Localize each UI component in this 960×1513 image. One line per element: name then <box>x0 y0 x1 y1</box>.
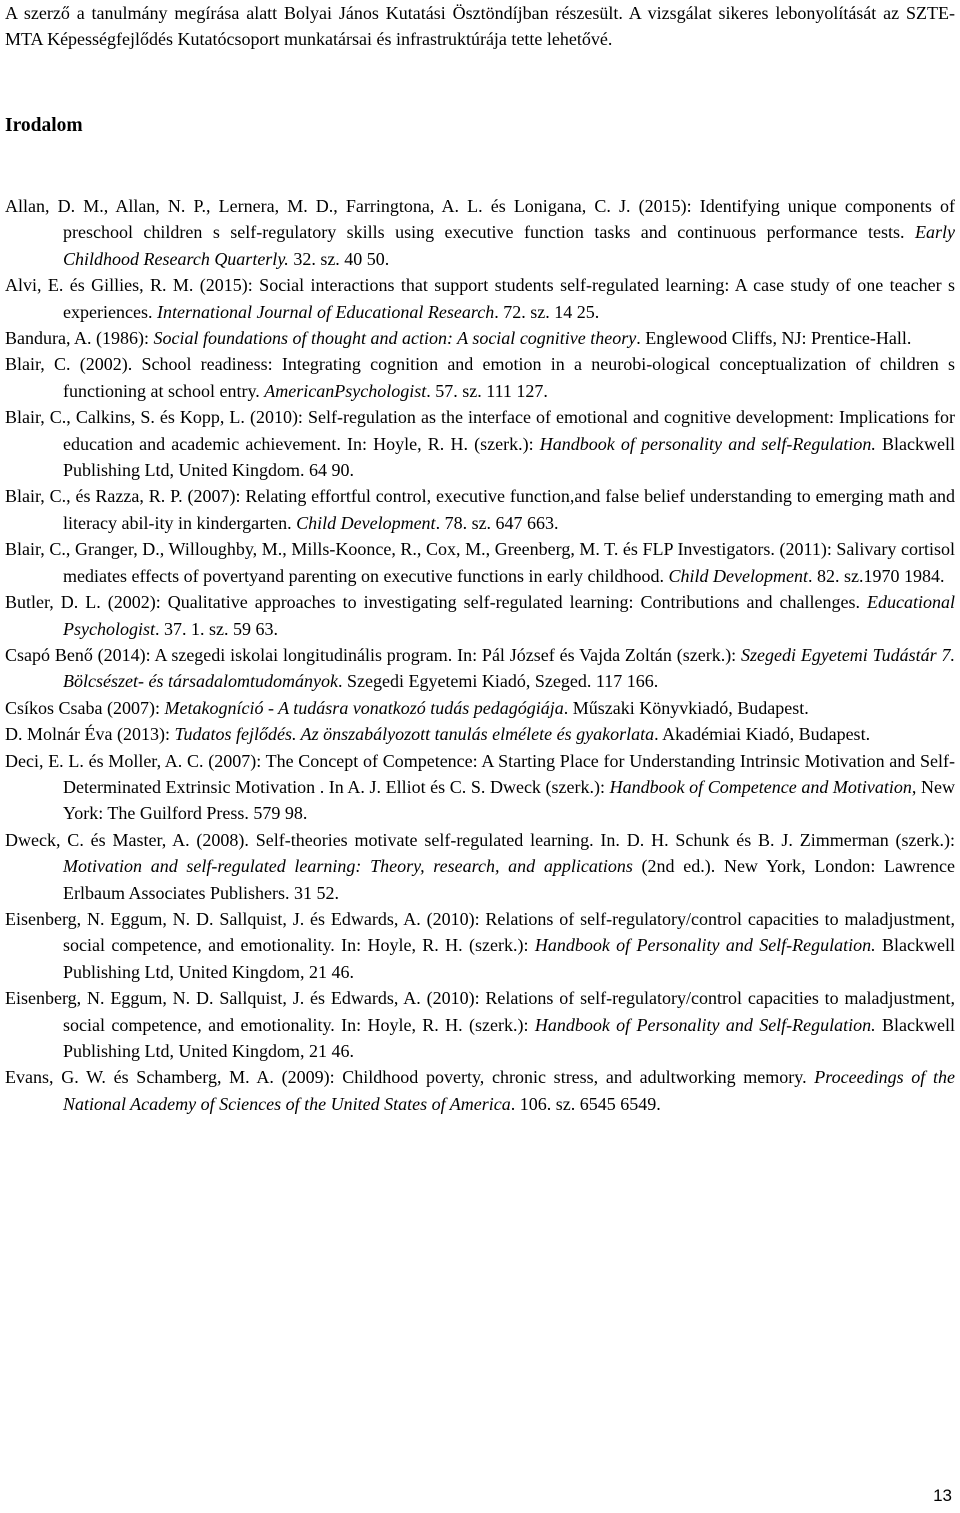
reference-entry <box>5 748 955 827</box>
reference-entry <box>5 193 955 272</box>
reference-entry <box>5 1064 955 1117</box>
reference-entry <box>5 589 955 642</box>
reference-text: . 57. sz. 111 127. <box>426 380 548 401</box>
reference-source-title: Child Development <box>296 512 436 533</box>
reference-entry <box>5 404 955 483</box>
reference-text: . 106. sz. 6545 6549. <box>510 1093 661 1114</box>
reference-source-title: International Journal of Educational Research <box>156 301 495 322</box>
reference-source-title: Motivation and self-regulated learning: Theory, research, and applications <box>63 856 633 877</box>
reference-entry <box>5 906 955 985</box>
reference-source-title: Educational Psychologist <box>63 592 955 639</box>
references-heading: Irodalom <box>5 115 83 136</box>
reference-source-title: Handbook of Personality and Self-Regulation. <box>534 1014 876 1035</box>
reference-text: Eisenberg, N. Eggum, N. D. Sallquist, J. és Edwards, A. (2010): Relations of self-regulatory/control capacities to maladjustment, social competence, and emotionality. In: Hoyle, R. H. (szerk.): <box>5 988 955 1035</box>
reference-source-title: Social foundations of thought and action: A social cognitive theory <box>153 328 637 349</box>
reference-source-title: Handbook of personality and self-Regulation. <box>539 433 876 454</box>
reference-entry <box>5 483 955 536</box>
reference-text: Dweck, C. és Master, A. (2008). Self-theories motivate self-regulated learning. In. D. H. Schunk és B. J. Zimmerman (szerk.): <box>5 829 955 850</box>
reference-text: . 72. sz. 14 25. <box>494 301 600 322</box>
reference-text: Eisenberg, N. Eggum, N. D. Sallquist, J. és Edwards, A. (2010): Relations of self-regulatory/control capacities to maladjustment, social competence, and emotionality. In: Hoyle, R. H. (szerk.): <box>5 908 955 956</box>
reference-text: . Szegedi Egyetemi Kiadó, Szeged. 117 166. <box>337 671 659 692</box>
page-number: 13 <box>933 1486 952 1505</box>
reference-text: . 82. sz.1970 1984. <box>807 565 945 586</box>
reference-source-title: Child Development <box>668 565 808 586</box>
reference-list <box>5 193 955 1117</box>
reference-text: (2nd ed.). New York, London: Lawrence Erlbaum Associates Publishers. 31 52. <box>63 856 956 903</box>
reference-text: Blair, C., és Razza, R. P. (2007): Relating effortful control, executive function,and false belief understanding to emerging math and literacy abil-ity in kindergarten. <box>5 486 955 533</box>
reference-text: Csapó Benő (2014): A szegedi iskolai longitudinális program. In: Pál József és Vajda Zoltán (szerk.): <box>5 644 742 665</box>
reference-text: 32. sz. 40 50. <box>288 248 390 269</box>
reference-source-title: Metakogníció - A tudásra vonatkozó tudás pedagógiája <box>164 697 564 718</box>
acknowledgement-paragraph: A szerző a tanulmány megírása alatt Bolyai János Kutatási Ösztöndíjban részesült. A vizsgálat sikeres lebonyolítását az SZTE-MTA Képességfejlődés Kutatócsoport munkatársai és infrastruktúrája tette lehetővé. <box>5 3 955 50</box>
reference-entry <box>5 827 955 906</box>
reference-source-title: Proceedings of the National Academy of Sciences of the United States of America <box>63 1067 956 1114</box>
reference-source-title: AmericanPsychologist <box>264 380 427 401</box>
reference-text: . Műszaki Könyvkiadó, Budapest. <box>563 697 809 718</box>
reference-text: , New York: The Guilford Press. 579 98. <box>63 776 955 824</box>
reference-text: Csíkos Csaba (2007): <box>5 697 165 718</box>
reference-text: . Akadémiai Kiadó, Budapest. <box>654 724 871 745</box>
reference-text: Evans, G. W. és Schamberg, M. A. (2009): Childhood poverty, chronic stress, and adultworking memory. <box>5 1067 815 1088</box>
reference-source-title: Handbook of Personality and Self-Regulation. <box>534 935 876 956</box>
reference-text: . Englewood Cliffs, NJ: Prentice-Hall. <box>636 328 912 349</box>
reference-text: Blair, C., Calkins, S. és Kopp, L. (2010): Self-regulation as the interface of emotional and cognitive development: Implications for education and academic achievement. In: Hoyle, R. H. (szerk.): <box>5 407 955 454</box>
reference-entry <box>5 985 955 1064</box>
reference-text: Blackwell Publishing Ltd, United Kingdom, 21 46. <box>63 1014 955 1061</box>
reference-text: Deci, E. L. és Moller, A. C. (2007): The Concept of Competence: A Starting Place for Understanding Intrinsic Motivation and Self-Determinated Extrinsic Motivation . In A. J. Elliot és C. S. Dweck (szerk.): <box>5 750 955 797</box>
reference-text: D. Molnár Éva (2013): <box>5 724 175 745</box>
reference-source-title: Tudatos fejlődés. Az önszabályozott tanulás elmélete és gyakorlata <box>174 724 655 745</box>
reference-text: Butler, D. L. (2002): Qualitative approaches to investigating self-regulated learning: Contributions and challenges. <box>5 592 867 613</box>
reference-text: Blair, C. (2002). School readiness: Integrating cognition and emotion in a neurobi-ological conceptualization of children s functioning at school entry. <box>5 354 955 401</box>
reference-entry <box>5 721 955 747</box>
reference-text: . 78. sz. 647 663. <box>435 512 559 533</box>
reference-entry <box>5 325 955 351</box>
reference-entry <box>5 351 955 404</box>
reference-entry <box>5 272 955 325</box>
reference-text: . 37. 1. sz. 59 63. <box>155 618 278 639</box>
reference-text: Bandura, A. (1986): <box>5 328 154 349</box>
reference-text: Blackwell Publishing Ltd, United Kingdom, 21 46. <box>63 935 955 982</box>
reference-text: Blackwell Publishing Ltd, United Kingdom. 64 90. <box>63 433 955 481</box>
reference-entry <box>5 695 955 721</box>
reference-source-title: Early Childhood Research Quarterly. <box>63 222 955 269</box>
reference-text: Allan, D. M., Allan, N. P., Lernera, M. D., Farringtona, A. L. és Lonigana, C. J. (2015): Identifying unique components of preschool children s self-regulatory skills using executive function tasks and continuous performance tests. <box>5 196 955 243</box>
reference-text: Blair, C., Granger, D., Willoughby, M., Mills-Koonce, R., Cox, M., Greenberg, M. T. és FLP Investigators. (2011): Salivary cortisol mediates effects of povertyand parenting on executive functions in early childhood. <box>5 539 955 586</box>
reference-text: Alvi, E. és Gillies, R. M. (2015): Social interactions that support students self-regulated learning: A case study of one teacher s experiences. <box>5 275 955 322</box>
reference-entry <box>5 536 955 589</box>
reference-source-title: Szegedi Egyetemi Tudástár 7. Bölcsészet- és társadalomtudományok <box>63 644 956 692</box>
reference-entry <box>5 642 955 695</box>
reference-source-title: Handbook of Competence and Motivation <box>609 776 912 797</box>
